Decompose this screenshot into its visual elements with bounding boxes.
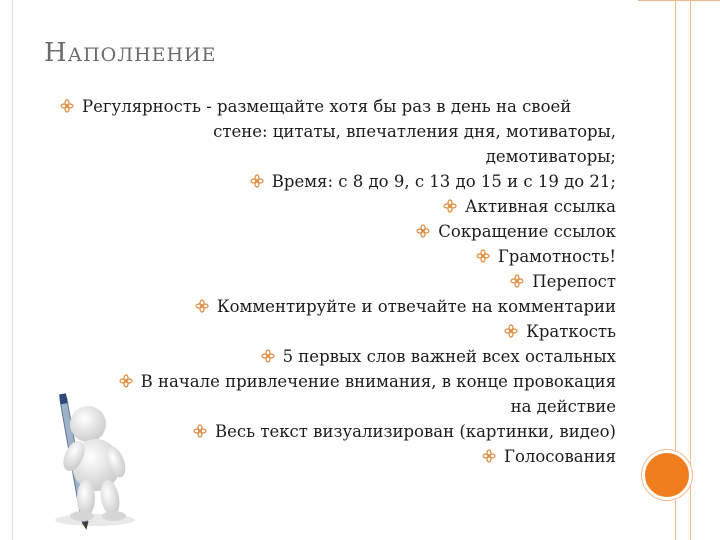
list-item-text: Голосования <box>504 447 616 466</box>
list-item-line: В начале привлечение внимания, в конце провокация <box>140 372 616 391</box>
list-item-text: Активная ссылка <box>465 197 616 216</box>
list-item-text: Сокращение ссылок <box>438 222 616 241</box>
flower-bullet-icon <box>60 99 74 113</box>
flower-bullet-icon <box>195 299 209 313</box>
flower-bullet-icon <box>250 174 264 188</box>
list-item-text: Комментируйте и отвечайте на комментарии <box>216 297 616 316</box>
list-item <box>60 319 616 344</box>
bullet-list <box>60 94 616 469</box>
flower-bullet-icon <box>193 424 207 438</box>
list-item <box>60 419 616 444</box>
orange-circle-decoration <box>642 450 692 500</box>
list-item <box>60 269 616 294</box>
flower-bullet-icon <box>476 249 490 263</box>
list-item-text: Краткость <box>526 322 616 341</box>
list-item-text: Время: с 8 до 9, с 13 до 15 и с 19 до 21; <box>271 172 616 191</box>
title-first-letter: Н <box>44 38 68 68</box>
list-item <box>60 344 616 369</box>
flower-bullet-icon <box>416 224 430 238</box>
list-item-text: Грамотность! <box>497 247 616 266</box>
list-item <box>60 194 616 219</box>
list-item-text: Весь текст визуализирован (картинки, видео) <box>214 422 616 441</box>
list-item <box>60 244 616 269</box>
list-item <box>60 169 616 194</box>
list-item <box>60 94 616 169</box>
slide-title <box>44 38 217 68</box>
list-item <box>60 219 616 244</box>
person-with-pen-icon <box>40 380 140 530</box>
flower-bullet-icon <box>510 274 524 288</box>
list-item-line: стене: цитаты, впечатления дня, мотиваторы, <box>213 122 616 141</box>
list-item <box>60 369 616 419</box>
list-item-text: Перепост <box>532 272 616 291</box>
list-item-line: Регулярность - размещайте хотя бы раз в день на своей <box>82 97 572 116</box>
flower-bullet-icon <box>504 324 518 338</box>
list-item-line: на действие <box>510 397 616 416</box>
frame-line-left <box>12 0 13 540</box>
flower-bullet-icon <box>482 449 496 463</box>
person-with-pen-illustration <box>40 380 140 530</box>
list-item-line: демотиваторы; <box>485 147 616 166</box>
list-item <box>60 294 616 319</box>
list-item <box>60 444 616 469</box>
title-rest: АПОЛНЕНИЕ <box>67 44 217 66</box>
list-item-text: 5 первых слов важней всех остальных <box>282 347 616 366</box>
flower-bullet-icon <box>443 199 457 213</box>
flower-bullet-icon <box>261 349 275 363</box>
